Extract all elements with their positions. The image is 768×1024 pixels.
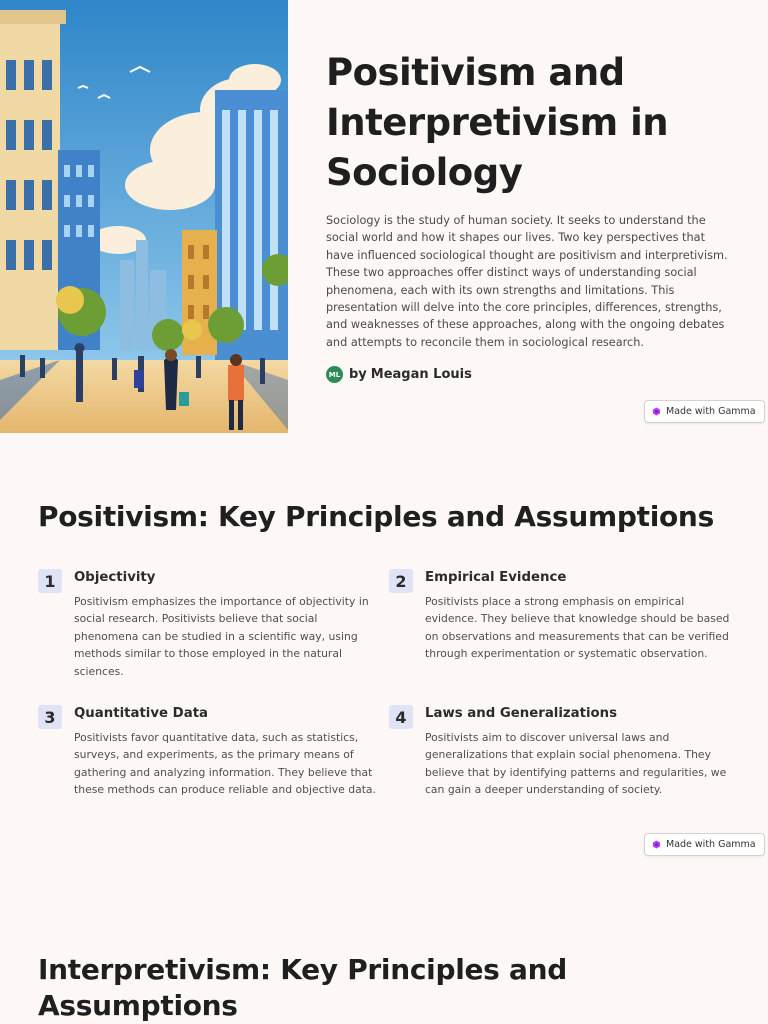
principle-description: Positivism emphasizes the importance of objectivity in social research. Positivists believe that social phenomena can be studied in a scientific way, using methods similar to those employed in the natural sciences. [74, 595, 369, 678]
city-street-illustration [0, 0, 288, 433]
intro-paragraph: Sociology is the study of human society. It seeks to understand the social world and how it shapes our lives. Two key perspectives that have influenced sociological thought are positivism and interpretivism. These two approaches offer distinct ways of understanding social phenomena, each with its own strengths and limitations. This presentation will delve into the core principles, differences, strengths, and weaknesses of these approaches, along with the ongoing debates and attempts to reconcile them in sociological research. [326, 214, 728, 349]
gamma-logo-icon [652, 407, 661, 416]
made-with-gamma-button[interactable] [644, 400, 765, 423]
number-badge: 2 [389, 569, 413, 593]
title-slide [0, 0, 768, 436]
principle-title: Laws and Generalizations [425, 706, 618, 721]
author-name: Meagan Louis [370, 367, 472, 382]
gamma-logo-icon [652, 840, 661, 849]
number-badge: 1 [38, 569, 62, 593]
author-byline [326, 366, 472, 383]
number-badge: 3 [38, 705, 62, 729]
gamma-badge-label: Made with Gamma [666, 839, 756, 850]
number-badge: 4 [389, 705, 413, 729]
principle-title: Empirical Evidence [425, 570, 567, 585]
section-heading-interpretivism: Interpretivism: Key Principles and Assumptions [38, 953, 567, 1022]
principle-description: Positivists favor quantitative data, such as statistics, surveys, and experiments, as the primary means of gathering and analyzing information. They believe that these methods can produce reliable and objective data. [74, 731, 376, 797]
section-heading-positivism: Positivism: Key Principles and Assumptions [38, 500, 714, 533]
principle-description: Positivists aim to discover universal laws and generalizations that explain social phenomena. They believe that by identifying patterns and regularities, we can gain a deeper understanding of society. [425, 731, 727, 797]
avatar: ML [326, 366, 343, 383]
author-by-label: by [349, 367, 367, 382]
principle-description: Positivists place a strong emphasis on empirical evidence. They believe that knowledge should be based on observations and measurements that can be verified through experimentation or systematic observation. [425, 595, 730, 661]
made-with-gamma-button[interactable] [644, 833, 765, 856]
principle-title: Objectivity [74, 570, 156, 585]
gamma-badge-label: Made with Gamma [666, 406, 756, 417]
hero-illustration [0, 0, 288, 433]
slide-title: Positivism and Interpretivism in Sociology [326, 51, 669, 194]
principle-title: Quantitative Data [74, 706, 209, 721]
